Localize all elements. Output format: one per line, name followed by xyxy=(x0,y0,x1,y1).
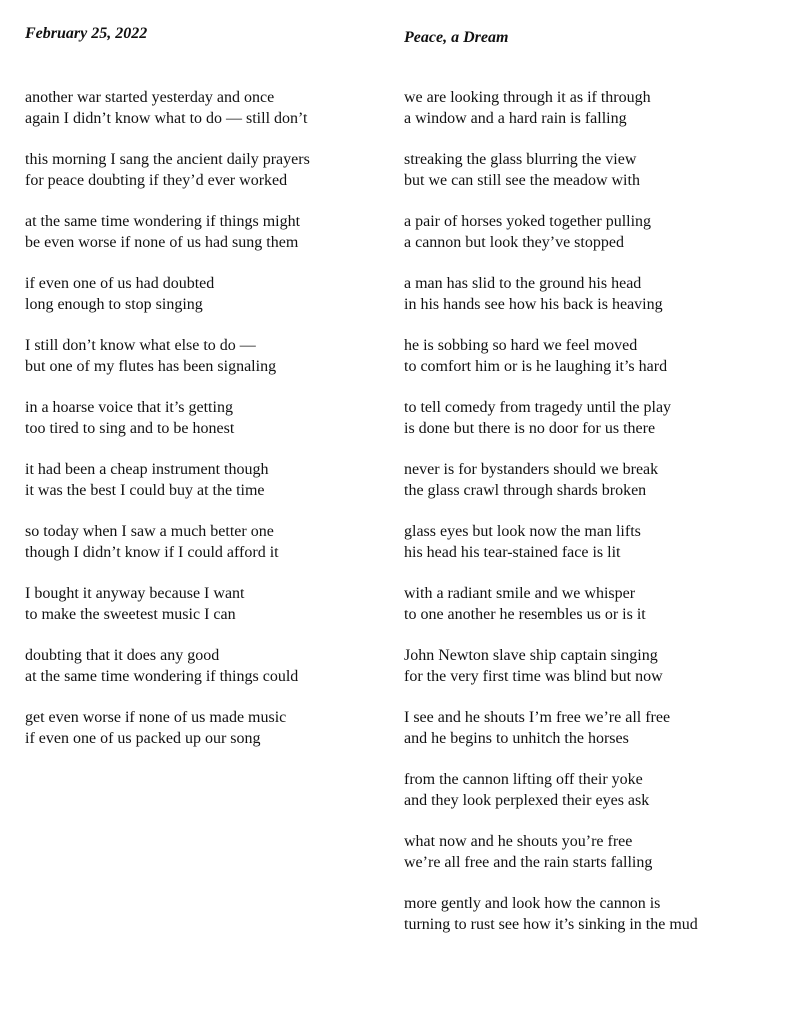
stanza xyxy=(25,150,385,191)
poem-line: I still don’t know what else to do — xyxy=(25,337,256,354)
poem-line: in his hands see how his back is heaving xyxy=(404,295,663,313)
stanza xyxy=(404,770,784,811)
stanza-list xyxy=(25,88,385,770)
stanza xyxy=(25,274,385,315)
poem-line: for peace doubting if they’d ever worked xyxy=(25,171,288,189)
poem-line: it was the best I could buy at the time xyxy=(25,481,265,499)
poem-line: his head his tear-stained face is lit xyxy=(404,543,621,561)
poem-line: to comfort him or is he laughing it’s hard xyxy=(404,357,668,375)
poem-line: we are looking through it as if through xyxy=(404,89,651,106)
poem-line: in a hoarse voice that it’s getting xyxy=(25,399,233,416)
poem-line: get even worse if none of us made music xyxy=(25,709,287,726)
poem-title: Peace, a Dream xyxy=(404,29,509,46)
poem-line: another war started yesterday and once xyxy=(25,89,275,106)
stanza xyxy=(404,460,784,501)
stanza xyxy=(404,894,784,935)
stanza xyxy=(25,522,385,563)
poem-line: I see and he shouts I’m free we’re all free xyxy=(404,709,671,726)
poem-line: we’re all free and the rain starts falling xyxy=(404,853,653,871)
poem-line: is done but there is no door for us there xyxy=(404,419,656,437)
poem-line: more gently and look how the cannon is xyxy=(404,895,661,912)
stanza xyxy=(404,212,784,253)
poem-line: if even one of us packed up our song xyxy=(25,729,261,747)
poem-line: long enough to stop singing xyxy=(25,295,203,313)
poem-line: though I didn’t know if I could afford it xyxy=(25,543,279,561)
poem-line: to tell comedy from tragedy until the play xyxy=(404,399,672,416)
stanza xyxy=(404,88,784,129)
poem-line: for the very first time was blind but now xyxy=(404,667,663,685)
poem-line: John Newton slave ship captain singing xyxy=(404,647,658,664)
poem-title: February 25, 2022 xyxy=(25,25,148,42)
poem-line: too tired to sing and to be honest xyxy=(25,419,235,437)
poem-line: but one of my flutes has been signaling xyxy=(25,357,277,375)
poem-line: a pair of horses yoked together pulling xyxy=(404,213,652,230)
stanza xyxy=(404,336,784,377)
poem-line: he is sobbing so hard we feel moved xyxy=(404,337,638,354)
poem-line: be even worse if none of us had sung them xyxy=(25,233,299,251)
poem-line: at the same time wondering if things might xyxy=(25,213,301,230)
stanza-list xyxy=(404,88,784,956)
poem-line: never is for bystanders should we break xyxy=(404,461,659,478)
poem-line: what now and he shouts you’re free xyxy=(404,833,633,850)
poem-line: a cannon but look they’ve stopped xyxy=(404,233,624,251)
stanza xyxy=(25,708,385,749)
poem-line: again I didn’t know what to do — still don’t xyxy=(25,109,308,127)
stanza xyxy=(404,832,784,873)
stanza xyxy=(404,646,784,687)
poem-line: glass eyes but look now the man lifts xyxy=(404,523,641,540)
poem-line: streaking the glass blurring the view xyxy=(404,151,637,168)
stanza xyxy=(404,584,784,625)
poem-line: and they look perplexed their eyes ask xyxy=(404,791,650,809)
stanza xyxy=(25,398,385,439)
stanza xyxy=(404,398,784,439)
stanza xyxy=(25,88,385,129)
stanza xyxy=(25,584,385,625)
poem-line: it had been a cheap instrument though xyxy=(25,461,269,478)
poem-line: at the same time wondering if things could xyxy=(25,667,299,685)
stanza xyxy=(25,336,385,377)
stanza xyxy=(404,274,784,315)
stanza xyxy=(404,708,784,749)
poem-line: to one another he resembles us or is it xyxy=(404,605,646,623)
poem-line: from the cannon lifting off their yoke xyxy=(404,771,643,788)
poem-line: so today when I saw a much better one xyxy=(25,523,274,540)
poem-line: to make the sweetest music I can xyxy=(25,605,236,623)
stanza xyxy=(25,646,385,687)
stanza xyxy=(25,212,385,253)
poem-line: turning to rust see how it’s sinking in the mud xyxy=(404,915,698,933)
stanza xyxy=(25,460,385,501)
poem-line: but we can still see the meadow with xyxy=(404,171,640,189)
poem-line: this morning I sang the ancient daily prayers xyxy=(25,151,310,168)
stanza xyxy=(404,522,784,563)
poem-line: I bought it anyway because I want xyxy=(25,585,245,602)
poem-line: and he begins to unhitch the horses xyxy=(404,729,629,747)
poem-line: doubting that it does any good xyxy=(25,647,220,664)
poem-line: if even one of us had doubted xyxy=(25,275,215,292)
poem-line: with a radiant smile and we whisper xyxy=(404,585,636,602)
poem-line: the glass crawl through shards broken xyxy=(404,481,647,499)
stanza xyxy=(404,150,784,191)
poem-line: a man has slid to the ground his head xyxy=(404,275,642,292)
poem-line: a window and a hard rain is falling xyxy=(404,109,627,127)
